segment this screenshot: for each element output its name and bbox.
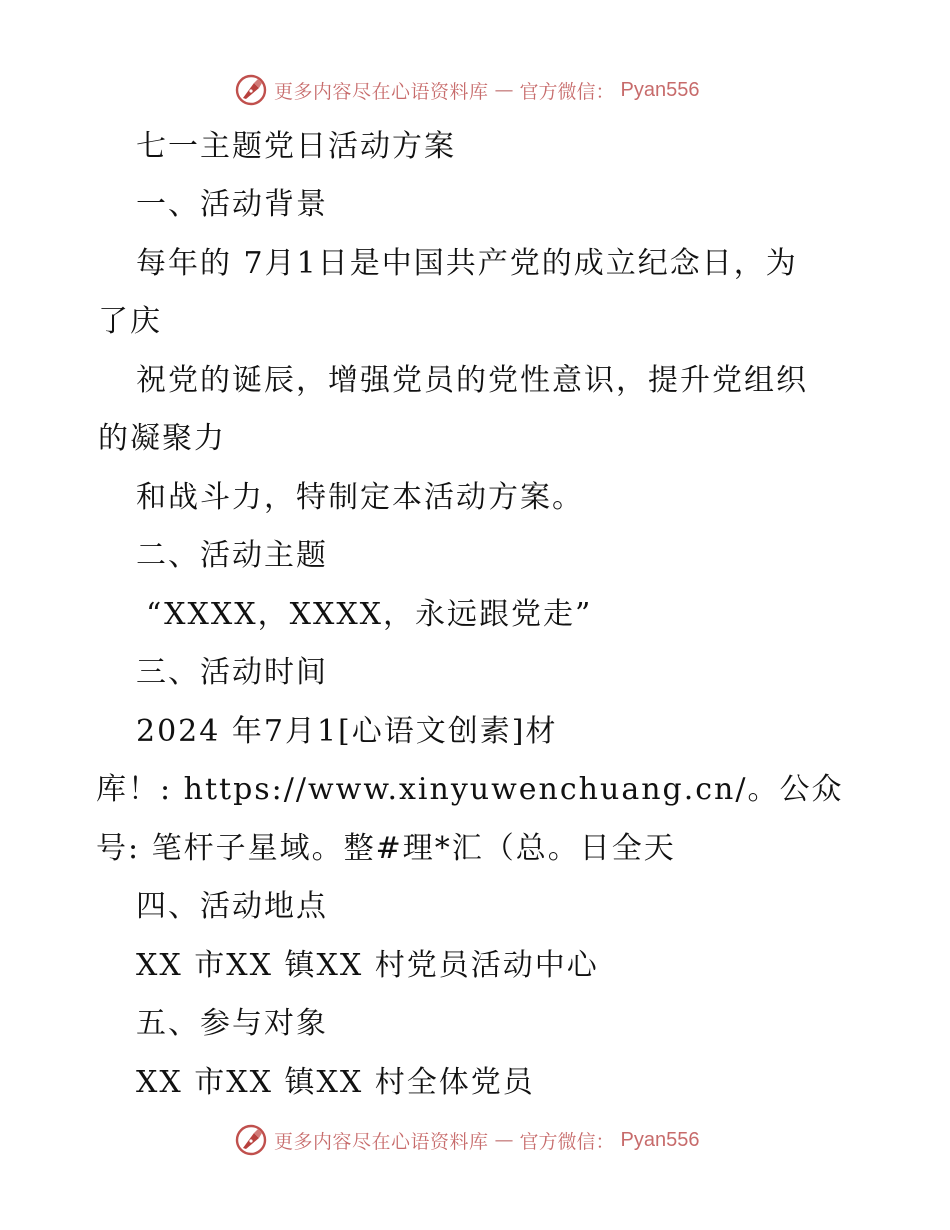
- footer-watermark: [234, 1122, 700, 1158]
- watermark-official-label: 官方微信：: [519, 1130, 615, 1153]
- watermark-wechat-id: Pyan556: [620, 78, 700, 101]
- paragraph-line: 号: 笔杆子星域。整#理*汇（总。日全天: [96, 831, 676, 866]
- watermark-site-text: 更多内容尽在心语资料库: [274, 1130, 489, 1153]
- paragraph-line: 的凝聚力: [98, 421, 226, 456]
- section-heading-theme: 二、活动主题: [136, 538, 328, 573]
- watermark-wechat-id: Pyan556: [620, 1128, 700, 1151]
- watermark-site-text: 更多内容尽在心语资料库: [274, 80, 489, 103]
- pen-nib-logo-icon: [234, 1123, 268, 1157]
- paragraph-line: 了庆: [98, 304, 162, 339]
- watermark-official-label: 官方微信：: [519, 80, 615, 103]
- watermark-dash: —: [494, 79, 514, 101]
- paragraph-line: 每年的 7月1日是中国共产党的成立纪念日，为: [136, 246, 798, 281]
- section-heading-participants: 五、参与对象: [136, 1006, 328, 1041]
- watermark-dash: —: [494, 1129, 514, 1151]
- paragraph-line: XX 市XX 镇XX 村党员活动中心: [136, 948, 599, 983]
- paragraph-line: XX 市XX 镇XX 村全体党员: [136, 1065, 535, 1100]
- paragraph-line: 2024 年7月1[心语文创素]材: [136, 714, 558, 749]
- section-heading-background: 一、活动背景: [136, 187, 328, 222]
- paragraph-line: 祝党的诞辰，增强党员的党性意识，提升党组织: [136, 363, 808, 398]
- section-heading-time: 三、活动时间: [136, 655, 328, 690]
- document-title: 七一主题党日活动方案: [136, 129, 456, 164]
- paragraph-line: 和战斗力，特制定本活动方案。: [136, 480, 584, 515]
- theme-slogan: “XXXX，XXXX，永远跟党走”: [146, 597, 593, 632]
- section-heading-place: 四、活动地点: [136, 889, 328, 924]
- paragraph-line: 库！: https://www.xinyuwenchuang.cn/。公众: [96, 772, 844, 807]
